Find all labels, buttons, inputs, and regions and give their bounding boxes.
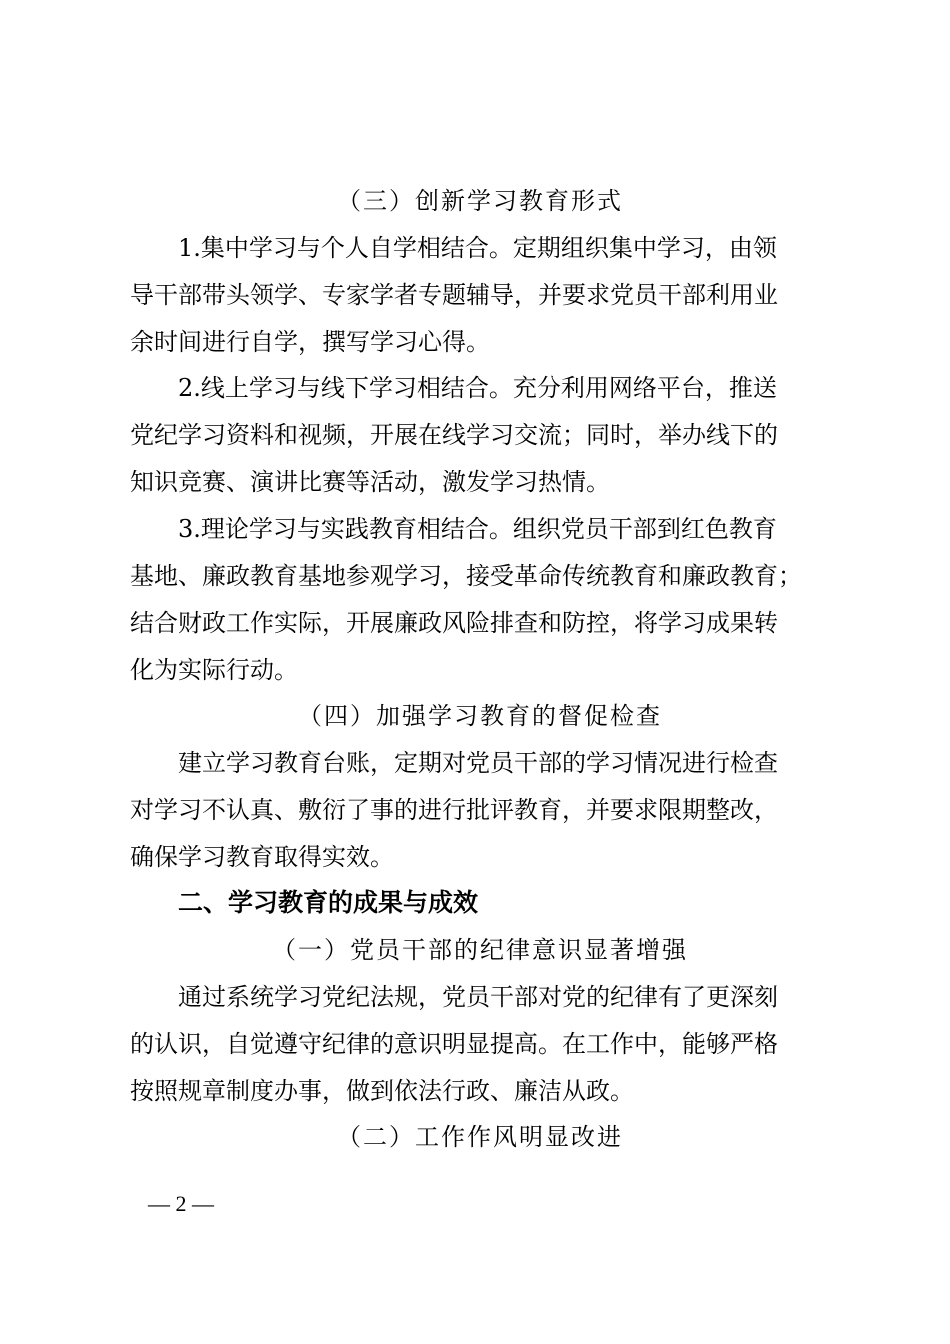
paragraph-4-line-2: 对学习不认真、敷衍了事的进行批评教育，并要求限期整改， bbox=[130, 796, 778, 824]
paragraph-5-line-1: 通过系统学习党纪法规，党员干部对党的纪律有了更深刻 bbox=[178, 983, 778, 1011]
paragraph-3-line-1: 3.理论学习与实践教育相结合。组织党员干部到红色教育 bbox=[178, 515, 777, 543]
paragraph-5-line-3: 按照规章制度办事，做到依法行政、廉洁从政。 bbox=[130, 1077, 634, 1105]
part-2-subheading-2: （二）工作作风明显改进 bbox=[337, 1123, 623, 1151]
part-2-subheading-1: （一）党员干部的纪律意识显著增强 bbox=[272, 936, 688, 964]
paragraph-1-line-1: 1.集中学习与个人自学相结合。定期组织集中学习，由领 bbox=[178, 234, 777, 262]
paragraph-4-line-1: 建立学习教育台账，定期对党员干部的学习情况进行检查 bbox=[178, 749, 778, 777]
paragraph-4-line-3: 确保学习教育取得实效。 bbox=[130, 843, 394, 871]
paragraph-5-line-2: 的认识，自觉遵守纪律的意识明显提高。在工作中，能够严格 bbox=[130, 1030, 778, 1058]
part-2-heading: 二、学习教育的成果与成效 bbox=[178, 888, 479, 917]
paragraph-1-line-3: 余时间进行自学，撰写学习心得。 bbox=[130, 328, 490, 356]
paragraph-2-line-3: 知识竞赛、演讲比赛等活动，激发学习热情。 bbox=[130, 468, 610, 496]
section-heading-3: （三）创新学习教育形式 bbox=[337, 187, 623, 215]
paragraph-3-line-2: 基地、廉政教育基地参观学习，接受革命传统教育和廉政教育； bbox=[130, 562, 802, 590]
paragraph-3-line-3: 结合财政工作实际，开展廉政风险排查和防控，将学习成果转 bbox=[130, 609, 778, 637]
paragraph-2-line-1: 2.线上学习与线下学习相结合。充分利用网络平台，推送 bbox=[178, 374, 777, 402]
paragraph-1-line-2: 导干部带头领学、专家学者专题辅导，并要求党员干部利用业 bbox=[130, 281, 778, 309]
section-heading-4: （四）加强学习教育的督促检查 bbox=[298, 702, 662, 730]
paragraph-2-line-2: 党纪学习资料和视频，开展在线学习交流；同时，举办线下的 bbox=[130, 421, 778, 449]
page-number: — 2 — bbox=[148, 1191, 214, 1216]
paragraph-3-line-4: 化为实际行动。 bbox=[130, 656, 298, 684]
